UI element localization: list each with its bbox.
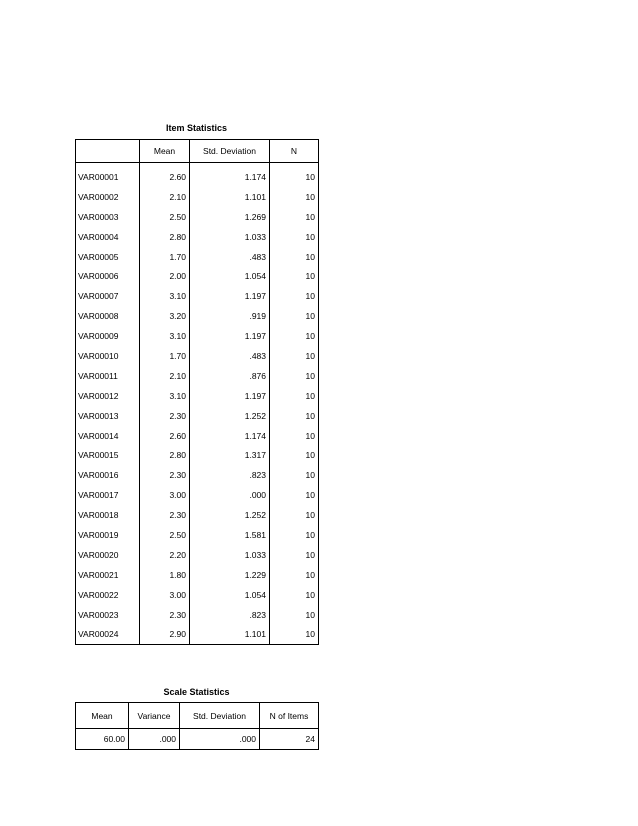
item-std-deviation: 1.101 [190, 187, 270, 207]
item-n: 10 [270, 227, 319, 247]
table-row [76, 247, 319, 267]
item-mean: 1.70 [140, 346, 190, 366]
item-n: 10 [270, 286, 319, 306]
item-label: VAR00013 [78, 410, 119, 421]
header-n: N [270, 140, 319, 163]
item-n: 10 [270, 207, 319, 227]
item-std-deviation: 1.252 [190, 406, 270, 426]
item-mean: 2.10 [140, 366, 190, 386]
item-std-deviation: 1.054 [190, 266, 270, 286]
table-row [76, 366, 319, 386]
item-label: VAR00007 [78, 291, 119, 302]
item-mean: 2.10 [140, 187, 190, 207]
item-n: 10 [270, 545, 319, 565]
item-n: 10 [270, 266, 319, 286]
table-row [76, 426, 319, 446]
item-mean: 2.30 [140, 465, 190, 485]
item-mean: 2.90 [140, 624, 190, 644]
item-mean: 2.50 [140, 525, 190, 545]
item-label: VAR00012 [78, 390, 119, 401]
item-mean: 1.70 [140, 247, 190, 267]
item-label: VAR00005 [78, 251, 119, 262]
item-label: VAR00023 [78, 609, 119, 620]
item-std-deviation: 1.197 [190, 326, 270, 346]
item-mean: 3.00 [140, 485, 190, 505]
table-row [76, 306, 319, 326]
item-std-deviation: .919 [190, 306, 270, 326]
table-row [76, 545, 319, 565]
scale-std-deviation: .000 [180, 729, 260, 750]
item-label: VAR00015 [78, 450, 119, 461]
item-std-deviation: 1.101 [190, 624, 270, 644]
item-std-deviation: 1.269 [190, 207, 270, 227]
item-std-deviation: 1.197 [190, 386, 270, 406]
scale-variance: .000 [129, 729, 180, 750]
item-n: 10 [270, 605, 319, 625]
item-label: VAR00022 [78, 589, 119, 600]
item-n: 10 [270, 485, 319, 505]
item-mean: 2.00 [140, 266, 190, 286]
table-row [76, 445, 319, 465]
item-std-deviation: 1.174 [190, 163, 270, 187]
item-std-deviation: .876 [190, 366, 270, 386]
item-label: VAR00020 [78, 549, 119, 560]
table-row [76, 585, 319, 605]
item-n: 10 [270, 326, 319, 346]
header-blank [76, 140, 140, 163]
table-row [76, 286, 319, 306]
item-mean: 2.60 [140, 163, 190, 187]
item-std-deviation: 1.054 [190, 585, 270, 605]
item-n: 10 [270, 406, 319, 426]
item-std-deviation: 1.197 [190, 286, 270, 306]
table-row [76, 565, 319, 585]
item-mean: 2.60 [140, 426, 190, 446]
scale-n-of-items: 24 [260, 729, 319, 750]
item-n: 10 [270, 163, 319, 187]
item-std-deviation: 1.033 [190, 545, 270, 565]
item-label: VAR00014 [78, 430, 119, 441]
item-n: 10 [270, 426, 319, 446]
item-std-deviation: .483 [190, 346, 270, 366]
item-mean: 3.10 [140, 386, 190, 406]
table-row [76, 207, 319, 227]
table-row [76, 227, 319, 247]
item-mean: 1.80 [140, 565, 190, 585]
item-mean: 2.50 [140, 207, 190, 227]
item-label: VAR00006 [78, 271, 119, 282]
item-n: 10 [270, 585, 319, 605]
item-std-deviation: 1.581 [190, 525, 270, 545]
item-label: VAR00021 [78, 569, 119, 580]
item-label: VAR00011 [78, 370, 118, 381]
item-n: 10 [270, 346, 319, 366]
item-n: 10 [270, 624, 319, 644]
item-label: VAR00016 [78, 470, 119, 481]
header-std-deviation: Std. Deviation [180, 703, 260, 729]
item-statistics-header-row [76, 140, 319, 163]
item-mean: 2.80 [140, 445, 190, 465]
item-mean: 2.30 [140, 505, 190, 525]
item-mean: 2.80 [140, 227, 190, 247]
item-n: 10 [270, 505, 319, 525]
table-row [76, 505, 319, 525]
item-label: VAR00019 [78, 529, 119, 540]
item-std-deviation: 1.174 [190, 426, 270, 446]
scale-statistics-title: Scale Statistics [163, 687, 230, 697]
item-label: VAR00009 [78, 331, 119, 342]
item-label: VAR00017 [78, 490, 119, 501]
item-std-deviation: .483 [190, 247, 270, 267]
item-mean: 2.30 [140, 605, 190, 625]
item-mean: 3.00 [140, 585, 190, 605]
item-label: VAR00008 [78, 311, 119, 322]
table-row [76, 386, 319, 406]
item-mean: 3.10 [140, 286, 190, 306]
table-row [76, 485, 319, 505]
header-variance: Variance [129, 703, 180, 729]
scale-mean: 60.00 [103, 734, 125, 744]
item-label: VAR00024 [78, 629, 119, 640]
table-row [76, 346, 319, 366]
item-label: VAR00004 [78, 231, 119, 242]
item-std-deviation: 1.252 [190, 505, 270, 525]
item-mean: 2.20 [140, 545, 190, 565]
item-statistics-table [75, 139, 319, 645]
table-row [76, 187, 319, 207]
header-n-of-items: N of Items [260, 703, 319, 729]
item-n: 10 [270, 187, 319, 207]
header-mean: Mean [76, 703, 129, 729]
table-row [76, 406, 319, 426]
table-row [76, 163, 319, 187]
scale-statistics-table [75, 702, 319, 750]
item-n: 10 [270, 465, 319, 485]
item-std-deviation: .823 [190, 465, 270, 485]
table-row [76, 525, 319, 545]
header-mean: Mean [140, 140, 190, 163]
scale-statistics-row [76, 729, 319, 750]
item-mean: 2.30 [140, 406, 190, 426]
item-n: 10 [270, 366, 319, 386]
item-n: 10 [270, 386, 319, 406]
item-std-deviation: .000 [190, 485, 270, 505]
item-n: 10 [270, 445, 319, 465]
item-mean: 3.20 [140, 306, 190, 326]
item-label: VAR00018 [78, 510, 119, 521]
item-std-deviation: .823 [190, 605, 270, 625]
item-n: 10 [270, 565, 319, 585]
item-label: VAR00003 [78, 211, 119, 222]
item-label: VAR00002 [78, 191, 119, 202]
item-mean: 3.10 [140, 326, 190, 346]
item-n: 10 [270, 525, 319, 545]
scale-statistics-header-row [76, 703, 319, 729]
table-row [76, 326, 319, 346]
table-row [76, 624, 319, 644]
header-std-deviation: Std. Deviation [190, 140, 270, 163]
item-n: 10 [270, 306, 319, 326]
item-label: VAR00010 [78, 350, 119, 361]
item-n: 10 [270, 247, 319, 267]
item-std-deviation: 1.229 [190, 565, 270, 585]
table-row [76, 605, 319, 625]
table-row [76, 266, 319, 286]
table-row [76, 465, 319, 485]
item-label: VAR00001 [78, 171, 119, 182]
item-std-deviation: 1.317 [190, 445, 270, 465]
item-std-deviation: 1.033 [190, 227, 270, 247]
item-statistics-title: Item Statistics [165, 123, 228, 133]
